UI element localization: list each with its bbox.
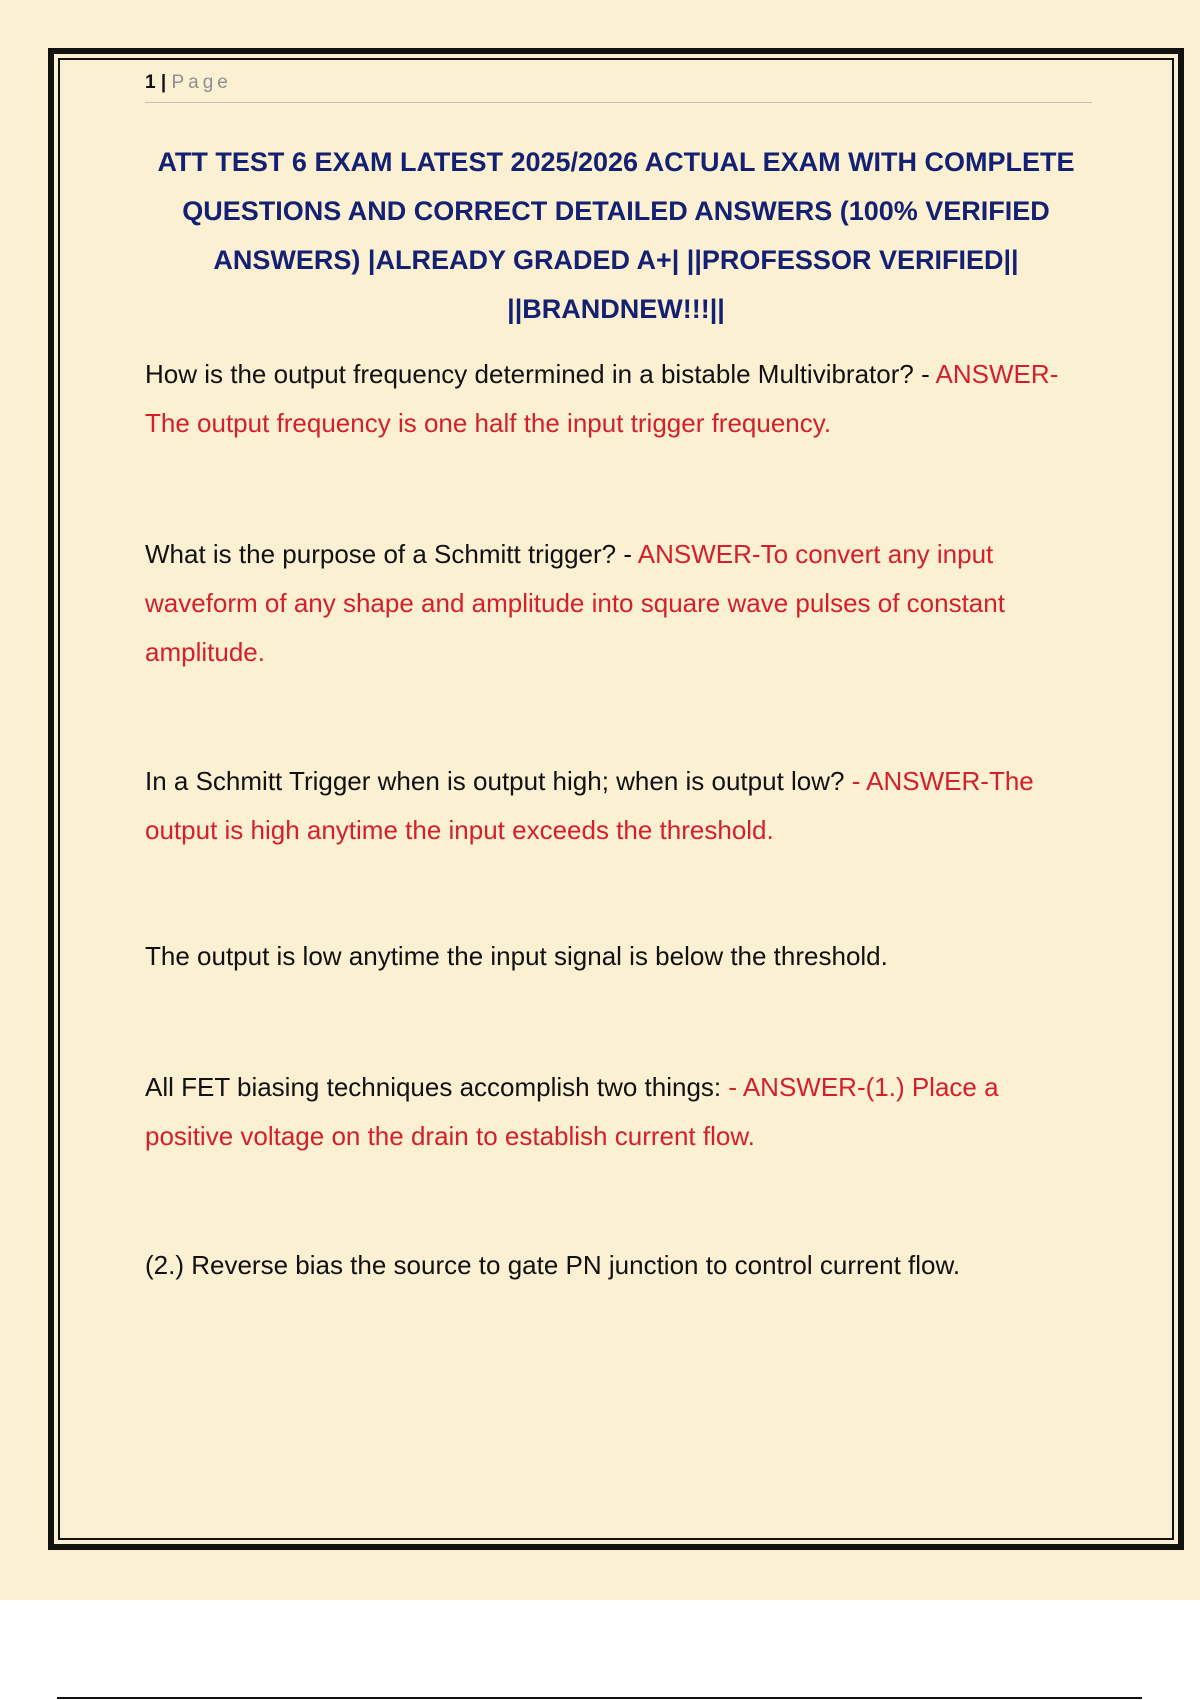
answer-text: ANSWER-The output frequency is one half the input trigger frequency. — [145, 359, 1059, 438]
page-separator: | — [160, 72, 167, 93]
question-text: In a Schmitt Trigger when is output high; when is output low? — [145, 766, 845, 796]
page-header — [145, 72, 1092, 103]
body-text: (2.) Reverse bias the source to gate PN junction to control current flow. — [145, 1250, 961, 1280]
paragraph-output-low — [145, 932, 1090, 981]
answer-text: ANSWER-To convert any input waveform of any shape and amplitude into square wave pulses of constant amplitude. — [145, 539, 1005, 667]
question-text: How is the output frequency determined in a bistable Multivibrator? - — [145, 359, 930, 389]
question-text: All FET biasing techniques accomplish two things: — [145, 1072, 722, 1102]
body-text: The output is low anytime the input signal is below the threshold. — [145, 941, 888, 971]
qa-item-3 — [145, 757, 1090, 855]
page-number: 1 — [145, 72, 156, 93]
qa-item-1 — [145, 350, 1090, 448]
page-label: Page — [171, 72, 232, 93]
document-title: ATT TEST 6 EXAM LATEST 2025/2026 ACTUAL EXAM WITH COMPLETE QUESTIONS AND CORRECT DETAILED ANSWERS (100% VERIFIED ANSWERS) |ALREADY GRADED A+| ||PROFESSOR VERIFIED|| ||BRANDNEW!!!|| — [157, 147, 1075, 324]
answer-text: - ANSWER-The output is high anytime the input exceeds the threshold. — [145, 766, 1034, 845]
answer-text: - ANSWER-(1.) Place a positive voltage on the drain to establish current flow. — [145, 1072, 999, 1151]
qa-item-2 — [145, 530, 1090, 677]
qa-item-4 — [145, 1063, 1090, 1161]
paragraph-reverse-bias — [145, 1241, 1090, 1290]
next-page-rule — [57, 1697, 1142, 1699]
question-text: What is the purpose of a Schmitt trigger? - — [145, 539, 632, 569]
